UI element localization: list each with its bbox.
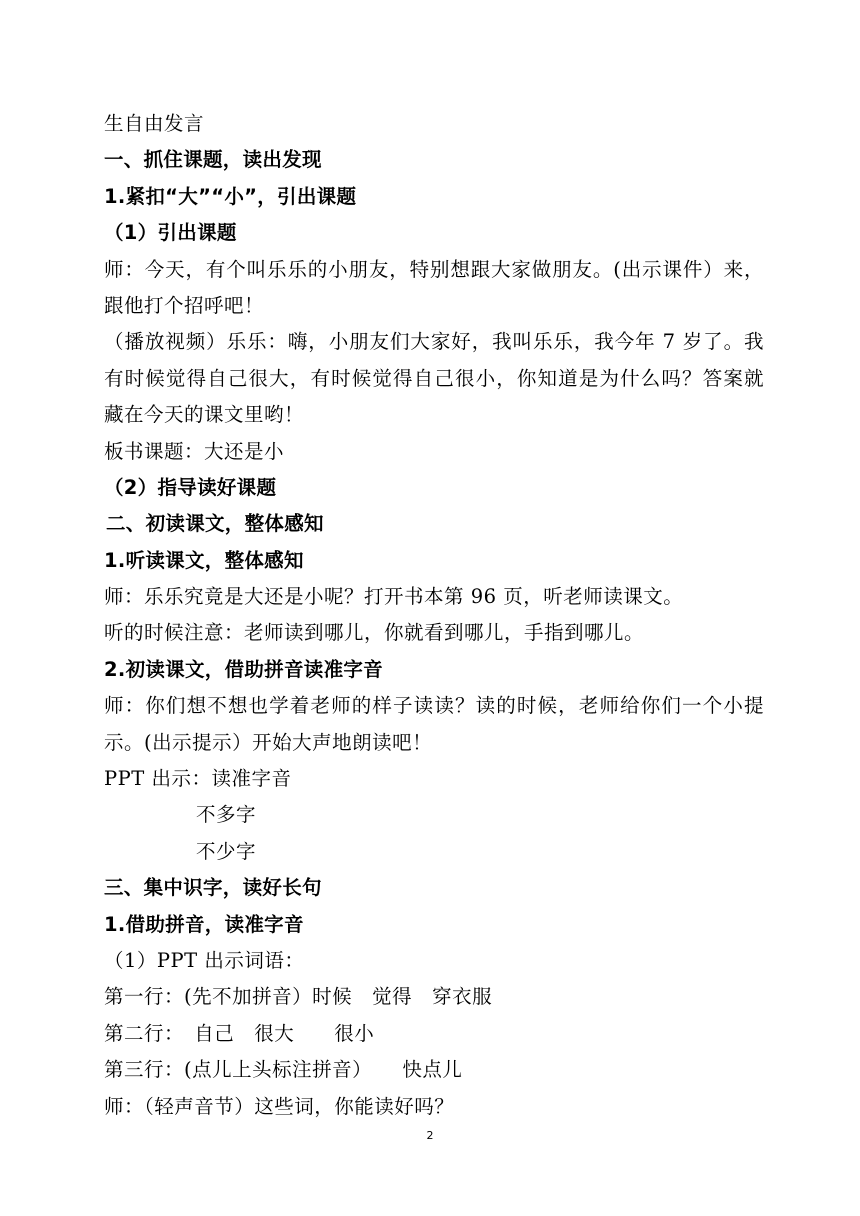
page-number: 2 <box>426 1129 434 1142</box>
text-line: 有时候觉得自己很大，有时候觉得自己很小，你知道是为什么吗？答案就 <box>104 366 764 390</box>
section-heading: 一、抓住课题，读出发现 <box>104 148 322 172</box>
text-line: 不少字 <box>196 839 257 863</box>
text-line: （播放视频）乐乐：嗨，小朋友们大家好，我叫乐乐，我今年 7 岁了。我 <box>104 330 764 354</box>
subsection-heading: 1.借助拼音，读准字音 <box>104 912 304 936</box>
subsection-heading: 1.听读课文，整体感知 <box>104 548 304 572</box>
text-line: 生自由发言 <box>104 112 205 135</box>
text-line: 跟他打个招呼吧！ <box>104 293 265 317</box>
section-heading: 二、初读课文，整体感知 <box>106 512 324 536</box>
section-heading: 三、集中识字，读好长句 <box>104 876 322 900</box>
text-line: 师：你们想不想也学着老师的样子读读？读的时候，老师给你们一个小提 <box>104 694 764 718</box>
text-line: 第三行：(点儿上头标注拼音） 快点儿 <box>104 1058 463 1082</box>
subsection-heading: 2.初读课文，借助拼音读准字音 <box>104 657 383 681</box>
step-heading: （1）引出课题 <box>104 221 237 245</box>
text-line: 第一行：(先不加拼音）时候 觉得 穿衣服 <box>104 985 493 1009</box>
text-line: 师：乐乐究竟是大还是小呢？打开书本第 96 页，听老师读课文。 <box>104 585 684 609</box>
step-heading: （2）指导读好课题 <box>104 475 277 499</box>
text-line: 第二行： 自己 很大 很小 <box>104 1021 375 1045</box>
text-line: 板书课题：大还是小 <box>104 439 285 463</box>
subsection-heading: 1.紧扣“大”“小”，引出课题 <box>104 184 357 208</box>
text-line: 示。(出示提示）开始大声地朗读吧！ <box>104 730 433 754</box>
text-line: 藏在今天的课文里哟！ <box>104 403 305 427</box>
text-line: 听的时候注意：老师读到哪儿，你就看到哪儿，手指到哪儿。 <box>104 621 645 645</box>
text-line: PPT 出示：读准字音 <box>104 767 292 791</box>
text-line: （1）PPT 出示词语： <box>104 948 305 972</box>
text-line: 不多字 <box>196 803 257 827</box>
text-line: 师：今天，有个叫乐乐的小朋友，特别想跟大家做朋友。(出示课件）来， <box>104 257 764 281</box>
text-line: 师：（轻声音节）这些词，你能读好吗？ <box>104 1094 455 1118</box>
document-body <box>104 106 764 1125</box>
